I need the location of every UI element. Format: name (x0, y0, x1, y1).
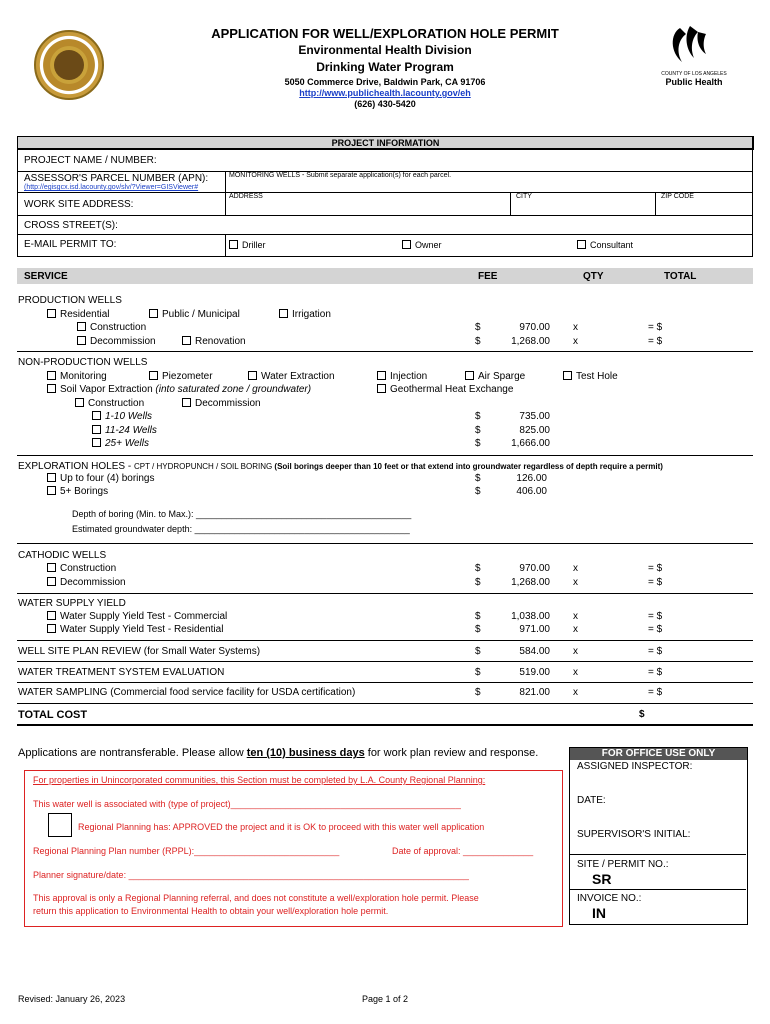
site-permit-label: SITE / PERMIT NO.: (577, 859, 669, 870)
address-col-label: ADDRESS (229, 193, 263, 200)
total-col: TOTAL (664, 271, 697, 282)
fee-value: 825.00 (519, 425, 550, 436)
yield-residential-option[interactable]: Water Supply Yield Test - Residential (47, 624, 223, 635)
fee-value: 821.00 (519, 687, 550, 698)
qty-x: x (573, 646, 578, 657)
fee-col: FEE (478, 271, 498, 282)
site-plan-review-label: WELL SITE PLAN REVIEW (for Small Water Systems) (18, 646, 261, 657)
qty-x: x (573, 336, 578, 347)
borings-up-to-four-option[interactable]: Up to four (4) borings (47, 473, 155, 484)
owner-option[interactable]: Owner (402, 240, 442, 250)
water-extraction-option[interactable]: Water Extraction (248, 371, 335, 382)
fee-value: 1,666.00 (511, 438, 550, 449)
office-use-title: FOR OFFICE USE ONLY (570, 748, 747, 760)
work-site-label: WORK SITE ADDRESS: (24, 199, 134, 210)
total-eq: = $ (648, 322, 663, 333)
site-permit-value: SR (592, 871, 612, 887)
treatment-eval-label: WATER TREATMENT SYSTEM EVALUATION (18, 667, 225, 678)
cathodic-construction-option[interactable]: Construction (47, 563, 116, 574)
irrigation-option[interactable]: Irrigation (279, 309, 331, 320)
public-municipal-option[interactable]: Public / Municipal (149, 309, 240, 320)
qty-x: x (573, 577, 578, 588)
dollar-sign: $ (475, 411, 481, 422)
qty-x: x (573, 563, 578, 574)
fee-value: 584.00 (519, 646, 550, 657)
geothermal-option[interactable]: Geothermal Heat Exchange (377, 384, 513, 395)
city-col-label: CITY (516, 193, 532, 200)
dollar-sign: $ (475, 486, 481, 497)
dollar-sign: $ (475, 563, 481, 574)
fee-value: 1,038.00 (511, 611, 550, 622)
owner-checkbox[interactable] (402, 240, 411, 249)
approval-statement: Regional Planning has: APPROVED the project and it is OK to proceed with this water well application (78, 822, 485, 832)
website-link[interactable]: http://www.publichealth.lacounty.gov/eh (299, 88, 471, 98)
dollar-sign: $ (475, 667, 481, 678)
dollar-sign: $ (475, 425, 481, 436)
disclaimer-line1: This approval is only a Regional Planning referral, and does not constitute a well/exploration hole permit. Please (33, 893, 479, 903)
driller-option[interactable]: Driller (229, 240, 266, 250)
public-health-logo-icon (660, 22, 728, 68)
cross-street-label: CROSS STREET(S): (24, 220, 118, 231)
form-title: APPLICATION FOR WELL/EXPLORATION HOLE PERMIT (211, 26, 559, 41)
non-production-title: NON-PRODUCTION WELLS (18, 357, 148, 368)
fee-value: 970.00 (519, 563, 550, 574)
approval-checkbox[interactable] (48, 813, 72, 837)
piezometer-option[interactable]: Piezometer (149, 371, 213, 382)
depth-field[interactable]: Depth of boring (Min. to Max.): ___________________________________________ (72, 509, 412, 519)
fee-value: 970.00 (519, 322, 550, 333)
dollar-sign: $ (475, 577, 481, 588)
total-eq: = $ (648, 611, 663, 622)
fee-value: 1,268.00 (511, 336, 550, 347)
phone: (626) 430-5420 (354, 99, 416, 109)
total-eq: = $ (648, 667, 663, 678)
dollar-sign: $ (475, 322, 481, 333)
project-info-header: PROJECT INFORMATION (17, 136, 754, 150)
wells-25plus-option[interactable]: 25+ Wells (92, 438, 149, 449)
program-name: Drinking Water Program (316, 60, 454, 74)
page-number: Page 1 of 2 (362, 994, 409, 1004)
dollar-sign: $ (475, 687, 481, 698)
qty-x: x (573, 322, 578, 333)
planner-signature-field[interactable]: Planner signature/date: ____________________________________________________________________ (33, 870, 469, 880)
np-decommission-option[interactable]: Decommission (182, 398, 261, 409)
total-cost-dollar: $ (639, 709, 645, 720)
injection-option[interactable]: Injection (377, 371, 427, 382)
fee-value: 1,268.00 (511, 577, 550, 588)
apn-label: ASSESSOR'S PARCEL NUMBER (APN): (24, 173, 209, 184)
borings-5plus-option[interactable]: 5+ Borings (47, 486, 108, 497)
dollar-sign: $ (475, 611, 481, 622)
assigned-inspector-label: ASSIGNED INSPECTOR: (577, 761, 693, 772)
dollar-sign: $ (475, 646, 481, 657)
email-permit-label: E-MAIL PERMIT TO: (24, 239, 117, 250)
dollar-sign: $ (475, 336, 481, 347)
apn-link[interactable]: (http://egisgcx.isd.lacounty.gov/slv/?Viewer=GISViewer# (24, 184, 199, 191)
exploration-title: EXPLORATION HOLES - CPT / HYDROPUNCH / SOIL BORING (Soil borings deeper than 10 feet or that extend into groundwater regardless of depth require a permit) (18, 461, 663, 472)
public-health-logo: COUNTY OF LOS ANGELES Public Health (660, 22, 728, 82)
office-date-label: DATE: (577, 795, 606, 806)
cathodic-decommission-option[interactable]: Decommission (47, 577, 126, 588)
address: 5050 Commerce Drive, Baldwin Park, CA 91706 (284, 77, 486, 87)
fee-value: 126.00 (516, 473, 547, 484)
water-sampling-label: WATER SAMPLING (Commercial food service facility for USDA certification) (18, 687, 356, 698)
renovation-option[interactable]: Renovation (182, 336, 246, 347)
fee-value: 406.00 (516, 486, 547, 497)
project-type-field[interactable]: This water well is associated with (type of project)______________________________________________ (33, 799, 461, 809)
total-eq: = $ (648, 577, 663, 588)
qty-col: QTY (583, 271, 604, 282)
total-eq: = $ (648, 646, 663, 657)
wells-1-10-option[interactable]: 1-10 Wells (92, 411, 152, 422)
test-hole-option[interactable]: Test Hole (563, 371, 618, 382)
qty-x: x (573, 667, 578, 678)
monitoring-option[interactable]: Monitoring (47, 371, 107, 382)
soil-vapor-option[interactable]: Soil Vapor Extraction (into saturated zone / groundwater) (47, 384, 311, 395)
fee-value: 735.00 (519, 411, 550, 422)
dollar-sign: $ (475, 473, 481, 484)
disclaimer-line2: return this application to Environmental Health to obtain your well/exploration hole permit. (33, 906, 389, 916)
construction-option[interactable]: Construction (77, 322, 146, 333)
dollar-sign: $ (475, 438, 481, 449)
total-eq: = $ (648, 336, 663, 347)
residential-option[interactable]: Residential (47, 309, 109, 320)
air-sparge-option[interactable]: Air Sparge (465, 371, 525, 382)
invoice-value: IN (592, 905, 606, 921)
monitoring-note: MONITORING WELLS - Submit separate application(s) for each parcel. (229, 172, 452, 179)
production-wells-title: PRODUCTION WELLS (18, 295, 122, 306)
approval-date-field[interactable]: Date of approval: ______________ (392, 846, 534, 856)
zip-col-label: ZIP CODE (661, 193, 694, 200)
total-eq: = $ (648, 563, 663, 574)
qty-x: x (573, 611, 578, 622)
driller-checkbox[interactable] (229, 240, 238, 249)
supervisor-initial-label: SUPERVISOR'S INITIAL: (577, 829, 691, 840)
rppl-field[interactable]: Regional Planning Plan number (RPPL):_____________________________ (33, 846, 340, 856)
qty-x: x (573, 687, 578, 698)
planning-intro: For properties in Unincorporated communities, this Section must be completed by L.A. County Regional Planning: (33, 775, 486, 785)
groundwater-field[interactable]: Estimated groundwater depth: ___________________________________________ (72, 524, 410, 534)
qty-x: x (573, 624, 578, 635)
fee-value: 971.00 (519, 624, 550, 635)
np-construction-option[interactable]: Construction (75, 398, 144, 409)
invoice-label: INVOICE NO.: (577, 893, 642, 904)
total-eq: = $ (648, 687, 663, 698)
decommission-option[interactable]: Decommission (77, 336, 156, 347)
project-name-label: PROJECT NAME / NUMBER: (24, 155, 157, 166)
wells-11-24-option[interactable]: 11-24 Wells (92, 425, 157, 436)
consultant-checkbox[interactable] (577, 240, 586, 249)
total-eq: = $ (648, 624, 663, 635)
service-header (17, 268, 753, 284)
yield-commercial-option[interactable]: Water Supply Yield Test - Commercial (47, 611, 227, 622)
yield-title: WATER SUPPLY YIELD (18, 598, 126, 609)
service-col: SERVICE (24, 271, 68, 282)
cathodic-title: CATHODIC WELLS (18, 550, 107, 561)
nontransferable-notice: Applications are nontransferable. Please allow ten (10) business days for work plan review and response. (18, 747, 539, 759)
county-seal (34, 30, 104, 100)
revised-date: Revised: January 26, 2023 (18, 994, 126, 1004)
dollar-sign: $ (475, 624, 481, 635)
fee-value: 519.00 (519, 667, 550, 678)
consultant-option[interactable]: Consultant (577, 240, 633, 250)
division-name: Environmental Health Division (298, 43, 472, 57)
total-cost-label: TOTAL COST (18, 709, 88, 721)
